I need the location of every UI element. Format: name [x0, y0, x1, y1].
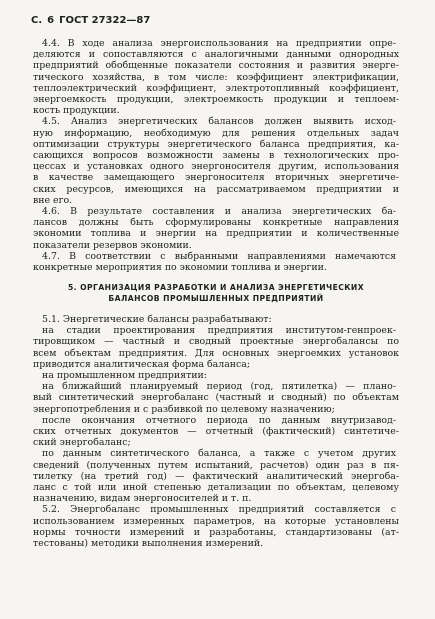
text-line: теплоэлектрический коэффициент, электротопливный коэффициент,	[33, 83, 399, 94]
text-line: энергоемкость продукции, электроемкость продукции и теплоем-	[33, 94, 399, 105]
text-line: кость продукции.	[33, 105, 120, 116]
text-line: тилетку (на третий год) — фактический аналитический энергоба-	[33, 471, 399, 482]
text-line: назначению, видам энергоносителей и т. п.	[33, 493, 252, 504]
text-line: экономии топлива и энергии на предприятии и количественные	[33, 228, 399, 239]
page-header	[31, 14, 155, 28]
text-line: приводится аналитическая форма баланса;	[33, 359, 251, 370]
text-line: сающихся вопросов возможности замены в технологических про-	[33, 150, 399, 161]
text-line: показатели резервов экономии.	[33, 240, 192, 251]
text-line: нормы точности измерений и разработаны, стандартизованы (ат-	[33, 527, 399, 538]
standard-code: ГОСТ 27322—87	[59, 15, 151, 26]
text-line: в качестве замещающего энергоносителя вторичных энергетиче-	[33, 172, 399, 183]
text-line: 4.7. В соответствии с выбранными направлениями намечаются	[42, 251, 396, 262]
text-line: после окончания отчетного периода по данным внутризавод-	[42, 415, 396, 426]
text-line: 5.2. Энергобаланс промышленных предприятий составляется с	[42, 504, 396, 515]
text-line: деляются и сопоставляются с аналогичными данными однородных	[33, 49, 399, 60]
page-number: 6	[47, 15, 55, 26]
text-line: по данным синтетического баланса, а также с учетом других	[42, 448, 396, 459]
text-line: вый синтетический энергобаланс (частный и сводный) по объектам	[33, 392, 399, 403]
text-line: всем объектам предприятия. Для основных энергоемких установок	[33, 348, 399, 359]
text-line: ских отчетных документов — отчетный (фактический) синтетиче-	[33, 426, 399, 437]
text-line: 4.4. В ходе анализа энергоиспользования на предприятии опре-	[42, 38, 396, 49]
text-line: ланс с той или иной степенью детализации по объектам, целевому	[33, 482, 399, 493]
text-line: ную информацию, необходимую для решения отдельных задач	[33, 128, 399, 139]
text-line: использованием измеренных параметров, на которые установлены	[33, 516, 399, 527]
text-line: 5.1. Энергетические балансы разрабатывают:	[42, 314, 272, 325]
text-line: тического хозяйства, в том числе: коэффициент электрификации,	[33, 72, 399, 83]
text-line: энергопотребления и с разбивкой по целевому назначению;	[33, 404, 335, 415]
section-heading-line: 5. ОРГАНИЗАЦИЯ РАЗРАБОТКИ И АНАЛИЗА ЭНЕРГЕТИЧЕСКИХ	[67, 283, 365, 292]
text-line: тестованы) методики выполнения измерений.	[33, 538, 264, 549]
text-line: оптимизации структуры энергетического баланса предприятия, ка-	[33, 139, 399, 150]
text-line: на стадии проектирования предприятия институтом-генпроек-	[42, 325, 396, 336]
text-line: на ближайший планируемый период (год, пятилетка) — плано-	[42, 381, 396, 392]
text-line: ский энергобаланс;	[33, 437, 131, 448]
text-line: на промышленном предприятии:	[42, 370, 207, 381]
text-line: 4.5. Анализ энергетических балансов должен выявить исход-	[42, 116, 396, 127]
text-line: цессах и установках одного энергоносителя другим, использования	[33, 161, 399, 172]
text-line: тировщиком — частный и сводный проектные энергобалансы по	[33, 336, 399, 347]
text-line: сведений (полученных путем испытаний, расчетов) один раз в пя-	[33, 460, 399, 471]
text-line: 4.6. В результате составления и анализа энергетических ба-	[42, 206, 396, 217]
page-letter: С.	[31, 15, 43, 26]
text-line: ских ресурсов, имеющихся на рассматриваемом предприятии и	[33, 184, 399, 195]
text-line: конкретные мероприятия по экономии топлива и энергии.	[33, 262, 327, 273]
text-line: лансов должны быть сформулированы конкретные направления	[33, 217, 399, 228]
text-line: вне его.	[33, 195, 73, 206]
text-line: предприятий обобщенные показатели состояния и развития энерге-	[33, 60, 399, 71]
section-heading-line: БАЛАНСОВ ПРОМЫШЛЕННЫХ ПРЕДПРИЯТИЙ	[108, 294, 324, 303]
